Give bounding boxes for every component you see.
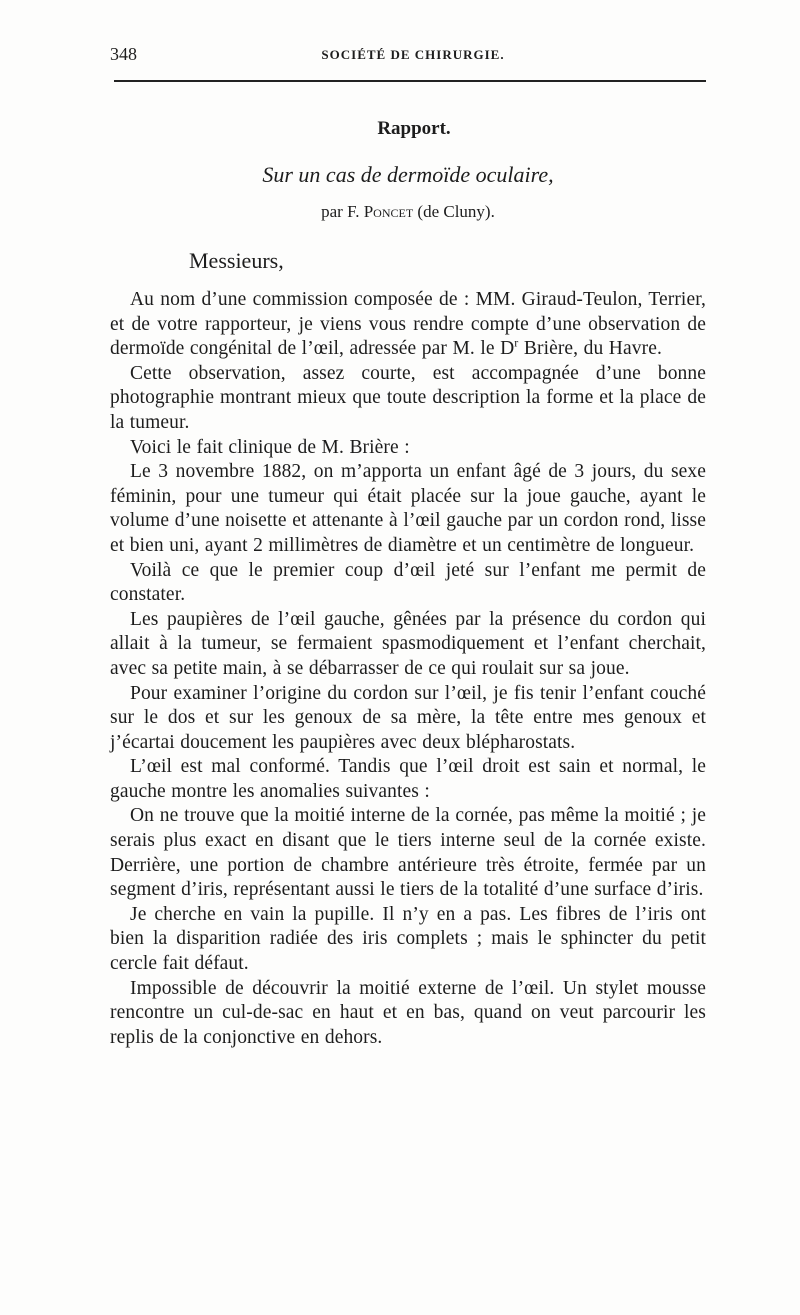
paragraph: Je cherche en vain la pupille. Il n’y en a pas. Les fibres de l’iris ont bien la disparition radiée des iris complets ; mais le sphincter du petit cercle fait défaut. — [110, 903, 706, 975]
author-prefix: par F. — [321, 202, 360, 221]
paragraph-text-end: Brière, du Havre. — [518, 338, 662, 360]
paragraph: L’œil est mal conformé. Tandis que l’œil droit est sain et normal, le gauche montre les anomalies suivantes : — [110, 756, 706, 802]
section-heading: Rapport. — [377, 118, 451, 139]
paragraph: Voilà ce que le premier coup d’œil jeté sur l’enfant me permit de constater. — [110, 559, 706, 606]
page-number: 348 — [110, 44, 137, 64]
paragraph: Voici le fait clinique de M. Brière : — [130, 436, 410, 458]
report-subtitle: Sur un cas de dermoïde oculaire, — [262, 162, 554, 187]
paragraph: Pour examiner l’origine du cordon sur l’œil, je fis tenir l’enfant couché sur le dos et sur les genoux de sa mère, la tête entre mes genoux et j’écartai doucement les paupières avec deux blépharostats. — [110, 682, 706, 753]
author-line — [110, 202, 706, 222]
author-name: Poncet — [363, 202, 414, 221]
paragraph: Impossible de découvrir la moitié externe de l’œil. Un stylet mousse rencontre un cul-de-sac en haut et en bas, quand on veut parcourir les replis de la conjonctive en dehors. — [110, 977, 706, 1048]
paragraph: Cette observation, assez courte, est accompagnée d’une bonne photographie montrant mieux que toute description la forme et la place de la tumeur. — [110, 362, 706, 433]
paragraph: Le 3 novembre 1882, on m’apporta un enfant âgé de 3 jours, du sexe féminin, pour une tumeur qui était placée sur la joue gauche, ayant le volume d’une noisette et attenante à l’œil gauche par un cordon rond, lisse et bien uni, ayant 2 millimètres de diamètre et un centimètre de longueur. — [110, 461, 706, 556]
salutation: Messieurs, — [189, 248, 284, 273]
paragraph: Les paupières de l’œil gauche, gênées par la présence du cordon qui allait à la tumeur, se fermaient spasmodiquement et l’enfant cherchait, avec sa petite main, à se débarrasser de ce qui roulait sur sa joue. — [110, 608, 706, 679]
paragraph: On ne trouve que la moitié interne de la cornée, pas même la moitié ; je serais plus exact en disant que le tiers interne seul de la cornée existe. Derrière, une portion de chambre antérieure très étroite, fermée par un segment d’iris, représentant aussi le tiers de la totalité d’une surface d’iris. — [110, 805, 706, 901]
body-text — [110, 288, 706, 1050]
header-rule — [114, 80, 706, 82]
paragraph — [110, 288, 706, 362]
journal-title: SOCIÉTÉ DE CHIRURGIE. — [321, 47, 505, 62]
doctor-abbrev-sup: r — [514, 335, 519, 350]
running-head — [110, 44, 706, 68]
author-suffix: (de Cluny). — [417, 202, 495, 221]
doctor-abbrev: D — [500, 338, 515, 360]
paragraph-text: Au nom d’une commission composée de : MM. Giraud-Teulon, Terrier, et de votre rapporteur, je viens vous rendre compte d’une observation de dermoïde congénital de l’œil, adressée par M. le — [110, 289, 706, 360]
